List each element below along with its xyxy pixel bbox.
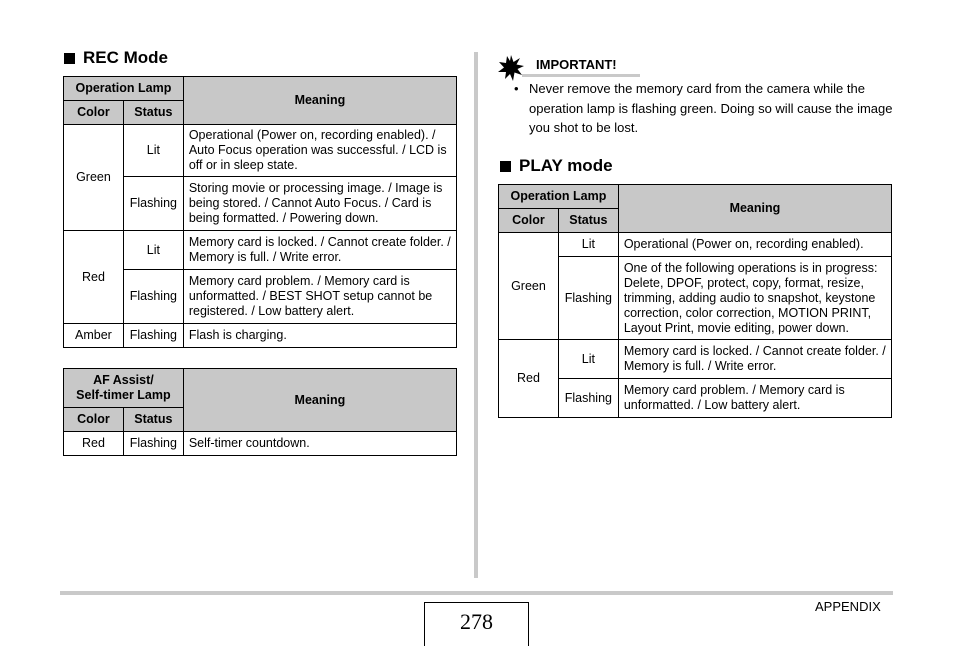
color-cell: Green — [64, 125, 124, 231]
header-status: Status — [558, 209, 618, 233]
table-row — [499, 233, 892, 257]
meaning-cell: Memory card is locked. / Cannot create folder. / Memory is full. / Write error. — [183, 231, 456, 270]
header-color: Color — [499, 209, 559, 233]
meaning-cell: Operational (Power on, recording enabled). — [618, 233, 891, 257]
important-label: IMPORTANT! — [536, 57, 617, 72]
rec-mode-title: REC Mode — [83, 48, 168, 67]
page-number: 278 — [424, 602, 529, 646]
column-divider — [474, 52, 478, 578]
status-cell: Lit — [123, 231, 183, 270]
meaning-cell: Storing movie or processing image. / Image is being stored. / Cannot Auto Focus. / Card is being formatted. / Powering down. — [183, 177, 456, 231]
header-operation-lamp: Operation Lamp — [499, 185, 619, 209]
header-meaning: Meaning — [183, 77, 456, 125]
table-row — [64, 324, 457, 348]
meaning-cell: Memory card problem. / Memory card is unformatted. / Low battery alert. — [618, 379, 891, 418]
status-cell: Flashing — [123, 177, 183, 231]
header-color: Color — [64, 101, 124, 125]
meaning-cell: Self-timer countdown. — [183, 432, 456, 456]
play-mode-title: PLAY mode — [519, 156, 613, 175]
color-cell: Red — [499, 340, 559, 418]
table-row — [64, 177, 457, 231]
meaning-cell: Memory card is locked. / Cannot create folder. / Memory is full. / Write error. — [618, 340, 891, 379]
header-color: Color — [64, 408, 124, 432]
header-af-assist-lamp — [64, 369, 184, 408]
important-text: Never remove the memory card from the camera while the operation lamp is flashing green. Doing so will cause the image you shot to be lost. — [529, 81, 893, 135]
square-bullet-icon — [500, 161, 511, 172]
bullet-icon: • — [514, 81, 519, 96]
starburst-warning-icon — [498, 55, 524, 81]
status-cell: Flashing — [123, 324, 183, 348]
footer-rule — [60, 591, 893, 595]
header-meaning: Meaning — [183, 369, 456, 432]
header-af-assist-line1: AF Assist/ — [93, 373, 154, 387]
header-status: Status — [123, 408, 183, 432]
table-row — [64, 270, 457, 324]
table-row — [499, 340, 892, 379]
rec-operation-lamp-table — [63, 76, 457, 348]
meaning-cell: Operational (Power on, recording enabled). / Auto Focus operation was successful. / LCD is off or in sleep state. — [183, 125, 456, 177]
af-assist-lamp-table — [63, 368, 457, 456]
rec-mode-heading — [64, 48, 168, 68]
table-row — [499, 379, 892, 418]
section-label: APPENDIX — [815, 599, 881, 614]
color-cell: Red — [64, 231, 124, 324]
color-cell: Amber — [64, 324, 124, 348]
status-cell: Flashing — [123, 432, 183, 456]
table-row — [64, 231, 457, 270]
table-row — [64, 125, 457, 177]
table-row — [64, 432, 457, 456]
status-cell: Flashing — [123, 270, 183, 324]
status-cell: Lit — [123, 125, 183, 177]
meaning-cell: One of the following operations is in progress: Delete, DPOF, protect, copy, format, resize, trimming, adding audio to snapshot, keystone correction, color correction, MOTION PRINT, Layout Print, movie editing, power down. — [618, 257, 891, 340]
header-status: Status — [123, 101, 183, 125]
table-row — [499, 257, 892, 340]
status-cell: Lit — [558, 233, 618, 257]
header-operation-lamp: Operation Lamp — [64, 77, 184, 101]
status-cell: Flashing — [558, 379, 618, 418]
play-operation-lamp-table — [498, 184, 892, 418]
status-cell: Lit — [558, 340, 618, 379]
square-bullet-icon — [64, 53, 75, 64]
meaning-cell: Flash is charging. — [183, 324, 456, 348]
meaning-cell: Memory card problem. / Memory card is unformatted. / BEST SHOT setup cannot be registered. / Low battery alert. — [183, 270, 456, 324]
status-cell: Flashing — [558, 257, 618, 340]
header-meaning: Meaning — [618, 185, 891, 233]
header-af-assist-line2: Self-timer Lamp — [76, 388, 171, 402]
play-mode-heading — [500, 156, 613, 176]
important-underline — [522, 74, 640, 77]
color-cell: Red — [64, 432, 124, 456]
color-cell: Green — [499, 233, 559, 340]
